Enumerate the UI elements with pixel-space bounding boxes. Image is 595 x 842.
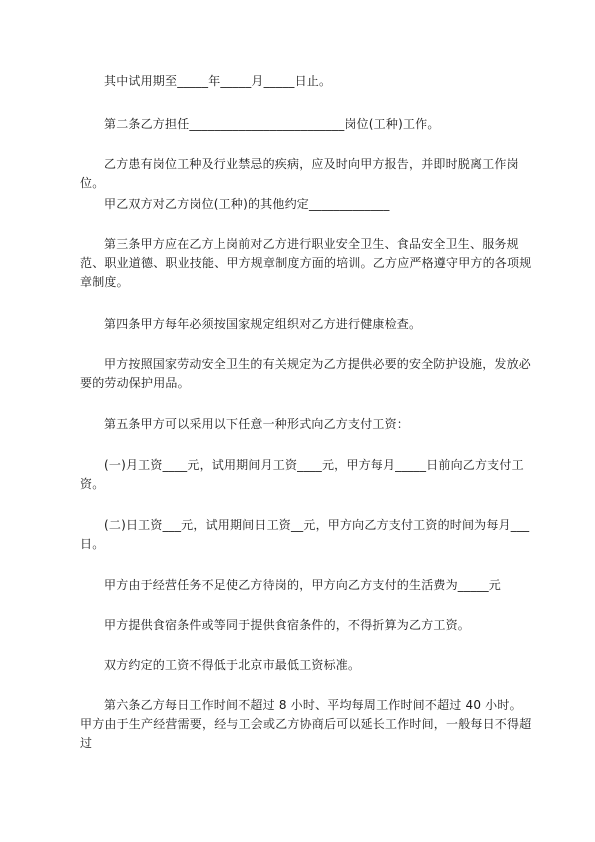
paragraph-minimum-wage: 双方约定的工资不得低于北京市最低工资标准。 <box>104 658 361 672</box>
paragraph-article-6-working-hours: 第六条乙方每日工作时间不超过 8 小时、平均每周工作时间不超过 40 小时。甲方由于生产经营需要，经与工会或乙方协商后可以延长工作时间，一般每日不得超过 <box>80 698 532 750</box>
paragraph-monthly-wage: (一)月工资____元，试用期间月工资____元，甲方每月_____日前向乙方支付工资。 <box>80 458 524 491</box>
paragraph-article-5-wages: 第五条甲方可以采用以下任意一种形式向乙方支付工资： <box>104 417 410 431</box>
paragraph-safety-equipment: 甲方按照国家劳动安全卫生的有关规定为乙方提供必要的安全防护设施，发放必要的劳动保护用品。 <box>80 357 532 390</box>
paragraph-article-2-position: 第二条乙方担任_________________________岗位(工种)工作。 <box>104 117 440 131</box>
paragraph-probation-end: 其中试用期至_____年_____月_____日止。 <box>104 74 332 88</box>
paragraph-daily-wage: (二)日工资___元，试用期间日工资__元，甲方向乙方支付工资的时间为每月___日。 <box>80 518 530 551</box>
paragraph-board-lodging: 甲方提供食宿条件或等同于提供食宿条件的，不得折算为乙方工资。 <box>104 618 471 632</box>
paragraph-other-agreement: 甲乙双方对乙方岗位(工种)的其他约定_____________ <box>104 197 390 211</box>
paragraph-occupational-disease: 乙方患有岗位工种及行业禁忌的疾病，应及时向甲方报告，并即时脱离工作岗位。 <box>80 157 519 190</box>
paragraph-article-4-health-check: 第四条甲方每年必须按国家规定组织对乙方进行健康检查。 <box>104 317 422 331</box>
paragraph-standby-allowance: 甲方由于经营任务不足使乙方待岗的，甲方向乙方支付的生活费为_____元 <box>104 578 502 592</box>
paragraph-article-3-training: 第三条甲方应在乙方上岗前对乙方进行职业安全卫生、食品安全卫生、服务规范、职业道德、职业技能、甲方规章制度方面的培训。乙方应严格遵守甲方的各项规章制度。 <box>80 237 532 289</box>
